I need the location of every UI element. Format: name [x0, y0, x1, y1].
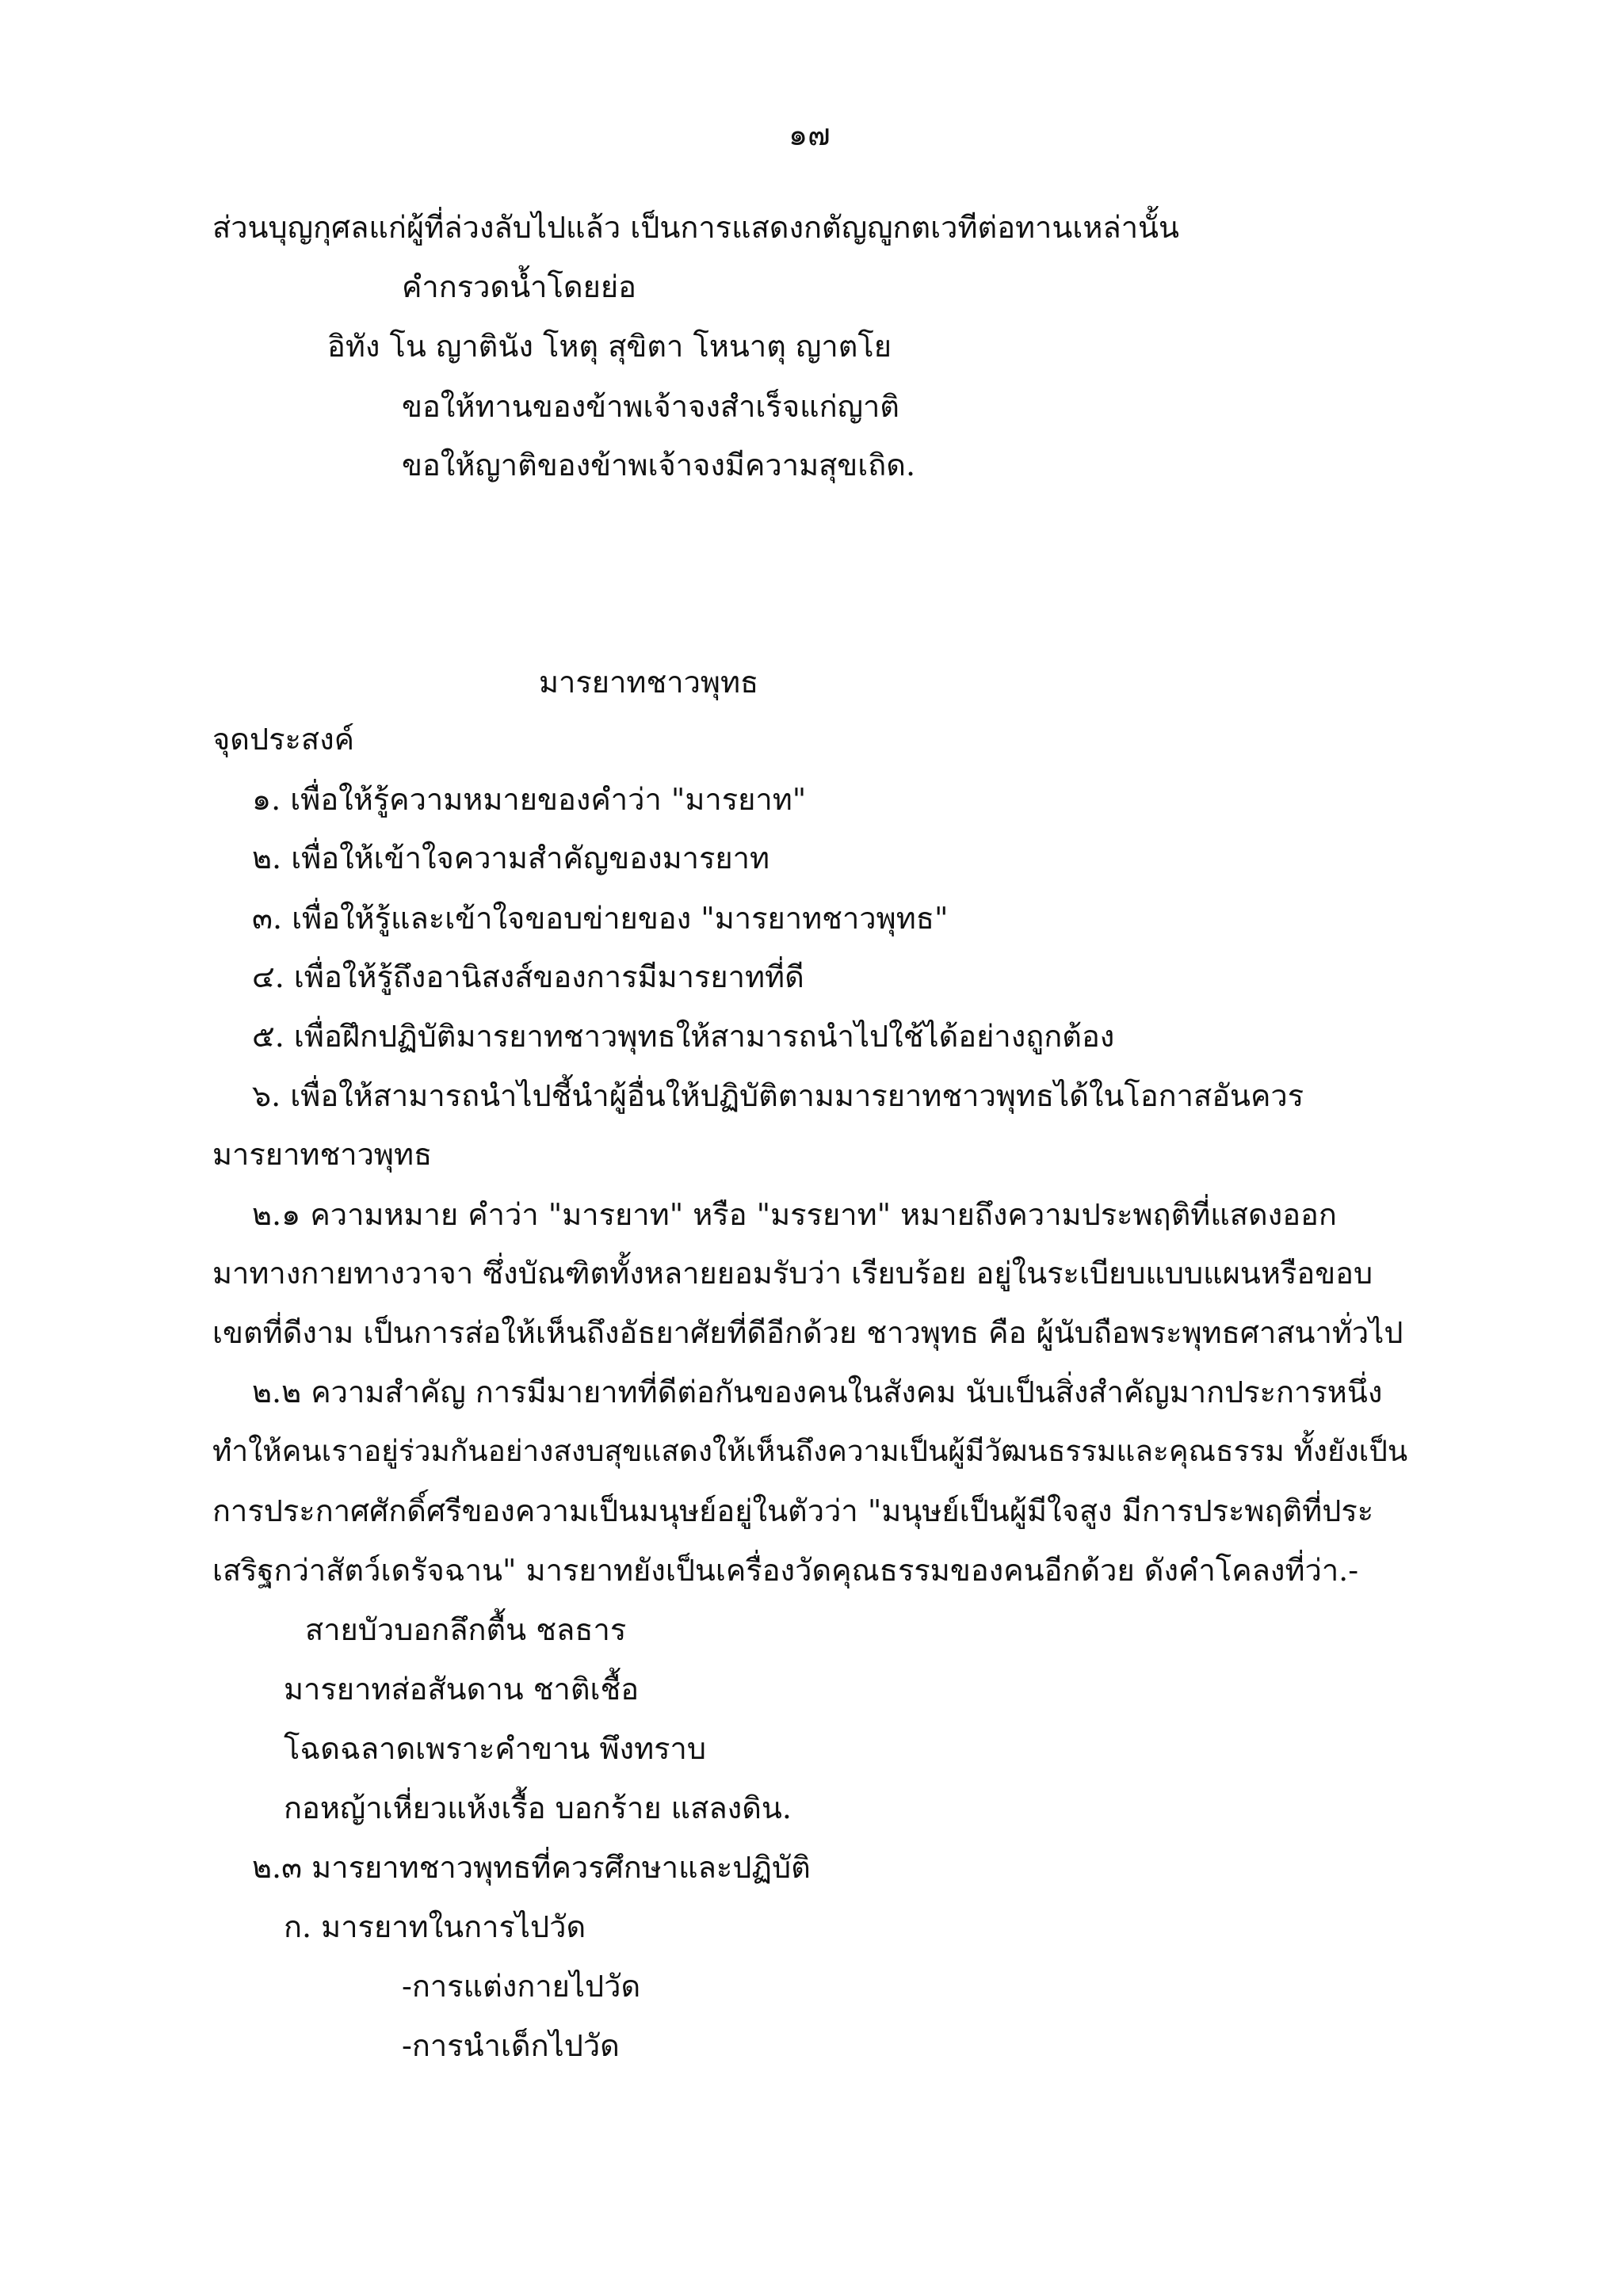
paragraph-2-3: ๒.๓ มารยาทชาวพุทธที่ควรศึกษาและปฏิบัติ — [252, 1850, 811, 1885]
objective-item: ๕. เพื่อฝึกปฏิบัติมารยาทชาวพุทธให้สามารถนำไปใช้ได้อย่างถูกต้อง — [252, 1019, 1115, 1054]
paragraph-2-1-line: ๒.๑ ความหมาย คำว่า "มารยาท" หรือ "มรรยาท" หมายถึงความประพฤติที่แสดงออก — [252, 1197, 1337, 1232]
bullet-item: -การนำเด็กไปวัด — [402, 2028, 620, 2063]
paragraph-2-1-line: มาทางกายทางวาจา ซึ่งบัณฑิตทั้งหลายยอมรับว่า เรียบร้อย อยู่ในระเบียบแบบแผนหรือขอบ — [212, 1256, 1373, 1291]
objective-item: ๖. เพื่อให้สามารถนำไปชี้นำผู้อื่นให้ปฏิบัติตามมารยาทชาวพุทธได้ในโอกาสอันควร — [252, 1078, 1304, 1113]
paragraph-2-2-line: การประกาศศักดิ์ศรีของความเป็นมนุษย์อยู่ในตัวว่า "มนุษย์เป็นผู้มีใจสูง มีการประพฤติที่ประ — [212, 1493, 1374, 1528]
pali-translation-2: ขอให้ญาติของข้าพเจ้าจงมีความสุขเถิด. — [402, 448, 916, 482]
paragraph-2-1-line: เขตที่ดีงาม เป็นการส่อให้เห็นถึงอัธยาศัยที่ดีอีกด้วย ชาวพุทธ คือ ผู้นับถือพระพุทธศาสนาทั่วไป — [212, 1315, 1403, 1350]
poem-line: สายบัวบอกลึกตื้น ชลธาร — [305, 1612, 627, 1647]
poem-line: มารยาทส่อสันดาน ชาติเชื้อ — [284, 1672, 640, 1707]
bullet-item: -การแต่งกายไปวัด — [402, 1969, 641, 2004]
pali-translation-1: ขอให้ทานของข้าพเจ้าจงสำเร็จแก่ญาติ — [402, 389, 899, 424]
subsection-a: ก. มารยาทในการไปวัด — [284, 1909, 586, 1944]
paragraph-2-2-line: เสริฐกว่าสัตว์เดรัจฉาน" มารยาทยังเป็นเครื่องวัดคุณธรรมของคนอีกด้วย ดังคำโคลงที่ว่า.- — [212, 1553, 1359, 1588]
paragraph-2-2-line: ๒.๒ ความสำคัญ การมีมายาทที่ดีต่อกันของคนในสังคม นับเป็นสิ่งสำคัญมากประการหนึ่ง — [252, 1375, 1383, 1409]
intro-heading: คำกรวดน้ำโดยย่อ — [402, 269, 636, 304]
poem-line: โฉดฉลาดเพราะคำขาน พึงทราบ — [284, 1731, 707, 1766]
intro-line: ส่วนบุญกุศลแก่ผู้ที่ล่วงลับไปแล้ว เป็นการแสดงกตัญญูกตเวทีต่อทานเหล่านั้น — [212, 210, 1179, 245]
body-heading: มารยาทชาวพุทธ — [212, 1137, 433, 1172]
objective-item: ๑. เพื่อให้รู้ความหมายของคำว่า "มารยาท" — [252, 782, 807, 817]
page-number: ๑๗ — [789, 117, 831, 152]
pali-verse: อิทัง โน ญาตินัง โหตุ สุขิตา โหนาตุ ญาตโย — [327, 329, 892, 364]
objective-item: ๔. เพื่อให้รู้ถึงอานิสงส์ของการมีมารยาทที่ดี — [252, 959, 804, 994]
paragraph-2-2-line: ทำให้คนเราอยู่ร่วมกันอย่างสงบสุขแสดงให้เห็นถึงความเป็นผู้มีวัฒนธรรมและคุณธรรม ทั้งยังเป็น — [212, 1434, 1408, 1468]
poem-line: กอหญ้าเหี่ยวแห้งเรื้อ บอกร้าย แสลงดิน. — [284, 1791, 792, 1825]
objective-item: ๒. เพื่อให้เข้าใจความสำคัญของมารยาท — [252, 841, 770, 875]
section-title: มารยาทชาวพุทธ — [539, 665, 759, 700]
objective-item: ๓. เพื่อให้รู้และเข้าใจขอบข่ายของ "มารยาทชาวพุทธ" — [252, 901, 949, 936]
objectives-heading: จุดประสงค์ — [212, 722, 355, 757]
